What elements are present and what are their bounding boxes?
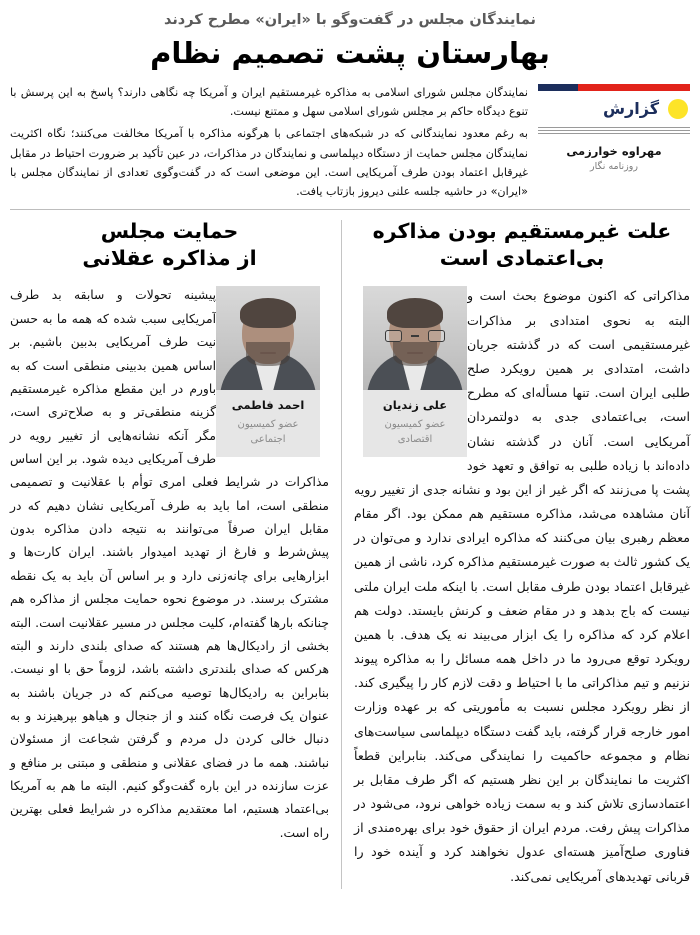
byline-author-role: روزنامه نگار [590, 161, 638, 173]
person-caption-left [216, 390, 320, 456]
article-column-right [342, 218, 690, 888]
rule-line [538, 133, 690, 134]
lead-text-column [10, 82, 528, 202]
person-role-right [368, 417, 462, 448]
report-badge [538, 96, 690, 124]
portrait-photo-ahmad-fatemi [216, 286, 320, 390]
article-right-headline [354, 218, 690, 272]
report-badge-label: گزارش [602, 99, 659, 119]
page-title: بهارستان پشت تصمیم نظام [150, 35, 550, 70]
article-left-headline-line1: حمایت مجلس [100, 219, 239, 244]
kicker-row [8, 0, 692, 30]
kicker-text: نمایندگان مجلس در گفت‌وگو با «ایران» مطرح کردند [163, 12, 536, 28]
yellow-circle-icon [668, 99, 688, 119]
person-figure-right [363, 286, 467, 456]
byline [538, 140, 690, 175]
person-role-left [221, 417, 315, 448]
person-name-right: علی زندیان [382, 398, 448, 413]
section-divider [10, 209, 690, 210]
article-left-headline-line2: از مذاکره عقلانی [82, 246, 257, 271]
badge-bar-navy-segment [538, 84, 578, 91]
badge-color-bar [538, 84, 690, 91]
badge-bar-red-segment [578, 84, 690, 91]
person-role-right-line2: اقتصادی [397, 434, 433, 446]
article-right-body: مذاکراتی که اکنون موضوع بحث است و البته به نحوی امتدادی بر مذاکرات غیرمستقیمی است که در گذشته جریان داشت، امتدادی بر همین رویکرد صلح طلبی ایران است. تنها مسأله‌ای که مطرح است، بی‌اعتمادی جدی به دولتمردان آمریکایی است. آنان در گذشته نشان داده‌اند با زیاده طلبی به توافق و تعهد خود پشت پا می‌زنند که اگر غیر از این بود و نشانه جدی از تغییر رویه آنان مشاهده می‌شد، مذاکره مستقیم هم ممکن بود. اگر مقام معظم رهبری بیان می‌کنند که مذاکره ایرادی ندارد و می‌توان در یک کشور ثالث به صورت غیرمستقیم مذاکره کرد، ناشی از همین غیرقابل اعتماد بودن طرف مقابل است. با اینکه ملت ایران ملتی نیست که باج بدهد و در مقام ضعف و کرنش بایستد. دولت هم اعلام کرد که مذاکره را یک ابزار می‌بیند نه یک هدف. با همین رویکرد توقع می‌رود ما در داخل همه مسائل را به مذاکره پیوند نزنیم و تیم مذاکراتی ما با احتیاط و دقت لازم کار را پیگیری کند. از نظر رویکرد مجلس نسبت به مأموریتی که بر عهده وزارت امور خارجه قرار گرفته، باید گفت دستگاه دیپلماسی سیاست‌های نظام و مجموعه حاکمیت را نمایندگی می‌کند. بنابراین قطعاً اکثریت ما نمایندگان بر این نظر هستیم که اگر طرف مقابل بر اعتمادسازی تلاش کند و به سمت زیاده خواهی نرود، می‌شود در مذاکرات پیش رفت. مردم ایران از حقوق خود برای بهره‌مندی از فناوری صلح‌آمیز هسته‌ای عدول نخواهند کرد و آینده خود را قربانی تهدیدهای آمریکایی نمی‌کند. [354, 288, 690, 884]
article-columns [8, 218, 692, 888]
byline-author-name: مهراوه خوارزمی [566, 143, 662, 158]
portrait-photo-ali-zandian [363, 286, 467, 390]
person-role-left-line1: عضو کمیسیون [237, 418, 299, 430]
report-badge-column [538, 82, 690, 175]
person-role-right-line1: عضو کمیسیون [384, 418, 446, 430]
rule-line [538, 130, 690, 131]
person-name-left: احمد فاطمی [231, 398, 305, 413]
article-left-body: پیشینه تحولات و سابقه بد طرف آمریکایی سبب شده که همه ما به حسن نیت طرف آمریکایی بدبین باشیم. بر اساس همین بدبینی منطقی است که به باورم در این مقطع مذاکره غیرمستقیم گزینه منطقی‌تر و به صلاح‌تری است، مگر آنکه نشانه‌هایی از تغییر رویه در طرف آمریکایی دیده شود. بر این اساس مذاکرات در شرایط فعلی امری توأم با عقلانیت و تصمیمی منطقی است، اما باید به طرف آمریکایی نشان دهیم که در مقابل ایران صرفاً می‌توانند به نتیجه دادن مذاکره بدون پیش‌شرط و فارغ از تهدید امیدوار باشند. ایران کارت‌ها و ابزارهایی برای چانه‌زنی دارد و بر اساس آن باید به یک نقطه مشترک برسند. در موضوع نحوه حمایت مجلس از مذاکره هم چنانکه بارها گفته‌ام، کلیت مجلس در مسیر عقلانیت است. البته بخشی از رادیکال‌ها هم هستند که صدای بلندی دارند و البته هرکس که صدای بلندتری داشته باشد، لزوماً حق با او نیست. بنابراین به رادیکال‌ها توصیه می‌کنم که در جریان باشند به عنوان یک فرصت نگاه کنند و از جنجال و هیاهو بپرهیزند و به دنبال خالی کردن دل مردم و گرفتن شجاعت از مسئولان نباشند. همه ما در فضای عقلانی و منطقی و مبتنی بر منافع و عزت سازنده در این باره گفت‌وگو کنیم. البته ما هم به آمریکا بی‌اعتماد هستیم، اما معتقدیم مذاکره در شرایط فعلی بهترین راه است. [10, 288, 329, 840]
article-right-headline-line1: علت غیرمستقیم بودن مذاکره [372, 219, 672, 244]
article-right-headline-line2: بی‌اعتمادی است [439, 246, 605, 271]
lead-paragraph-2: به رغم معدود نمایندگانی که در شبکه‌های اجتماعی با هرگونه مذاکره با آمریکا مخالفت می‌کنند؛ نگاه اکثریت نمایندگان مجلس حمایت از دستگاه دیپلماسی و نمایندگان در مذاکرات، در عین تأکید بر ضرورت احتیاط در مقابل غیرقابل اعتماد بودن طرف آمریکایی است. این موضعی است که در گفت‌وگوی تعدادی از نمایندگان مجلس با «ایران» در حاشیه جلسه علنی دیروز بازتاب یافت. [10, 127, 528, 199]
person-role-left-line2: اجتماعی [250, 434, 286, 446]
lead-paragraph-1: نمایندگان مجلس شورای اسلامی به مذاکره غیرمستقیم ایران و آمریکا چه نگاهی دارند؟ پاسخ به این پرسش با تنوع دیدگاه حاکم بر مجلس شورای اسلامی سهل و ممتنع نیست. [10, 85, 528, 119]
article-column-left [10, 218, 341, 888]
headline-row [8, 30, 692, 76]
rule-line [538, 127, 690, 128]
person-figure-left [216, 286, 320, 456]
badge-rules [538, 127, 690, 134]
article-left-headline [10, 218, 329, 272]
lead-section [8, 76, 692, 206]
person-caption-right [363, 390, 467, 456]
